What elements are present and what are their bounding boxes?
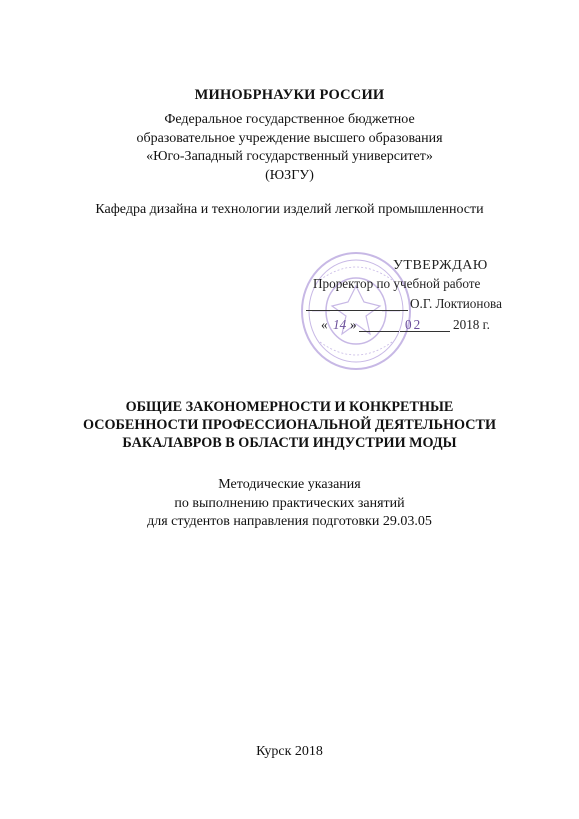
org-line-4: (ЮЗГУ): [265, 167, 314, 183]
document-subtitle: [0, 476, 579, 532]
department-name: Кафедра дизайна и технологии изделий легкой промышленности: [95, 202, 484, 217]
document-title: [0, 398, 579, 452]
university-name-block: [0, 111, 579, 185]
month-line-left: [359, 331, 399, 332]
approver-position: Проректор по учебной работе: [313, 276, 481, 291]
approval-title: УТВЕРЖДАЮ: [393, 258, 488, 273]
date-quote-close: »: [350, 317, 357, 332]
subtitle-line-3: для студентов направления подготовки 29.03.05: [147, 514, 432, 529]
approval-day: 14: [333, 317, 347, 332]
subtitle-line-2: по выполнению практических занятий: [174, 495, 405, 511]
org-line-1: Федеральное государственное бюджетное: [164, 112, 415, 127]
org-line-3: «Юго-Западный государственный университет»: [146, 149, 433, 164]
approval-block: [300, 258, 520, 332]
approver-name: О.Г. Локтионова: [410, 296, 502, 311]
approval-month: 02: [405, 317, 423, 332]
signature-line: [306, 310, 408, 311]
approval-year: 2018 г.: [453, 317, 490, 332]
date-quote-open: «: [321, 317, 328, 332]
signature-row: [306, 294, 518, 312]
org-line-2: образовательное учреждение высшего образования: [136, 130, 443, 146]
approval-date-row: [310, 317, 520, 335]
title-line-1: ОБЩИЕ ЗАКОНОМЕРНОСТИ И КОНКРЕТНЫЕ: [125, 399, 454, 415]
title-line-2: ОСОБЕННОСТИ ПРОФЕССИОНАЛЬНОЙ ДЕЯТЕЛЬНОСТИ: [83, 417, 496, 433]
title-line-3: БАКАЛАВРОВ В ОБЛАСТИ ИНДУСТРИИ МОДЫ: [122, 435, 457, 451]
ministry-heading: МИНОБРНАУКИ РОССИИ: [194, 87, 385, 103]
subtitle-line-1: Методические указания: [218, 477, 361, 492]
city-year: Курск 2018: [256, 744, 323, 759]
